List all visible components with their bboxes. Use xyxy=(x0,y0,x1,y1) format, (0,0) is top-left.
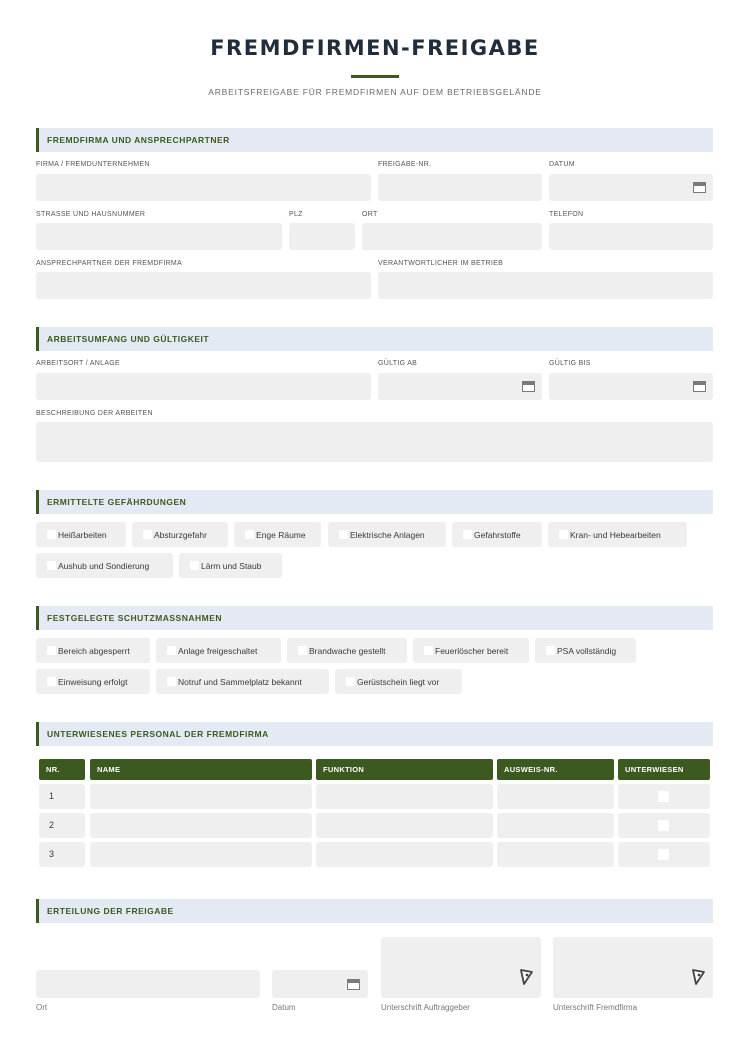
hazard-checkbox[interactable] xyxy=(36,522,126,547)
row-number-text: 3 xyxy=(49,849,55,859)
ort-input[interactable] xyxy=(362,223,542,250)
hazard-checkbox[interactable] xyxy=(179,553,282,578)
hazard-checkbox[interactable] xyxy=(36,553,173,578)
telefon-input[interactable] xyxy=(549,223,713,250)
measure-label: Gerüstschein liegt vor xyxy=(357,677,440,687)
hazard-label: Kran- und Hebearbeiten xyxy=(570,530,661,540)
hazard-label: Lärm und Staub xyxy=(201,561,262,571)
measure-label: Feuerlöscher bereit xyxy=(435,646,509,656)
measure-checkbox[interactable] xyxy=(413,638,529,663)
pen-icon xyxy=(691,968,707,986)
section-title: ERTEILUNG DER FREIGABE xyxy=(47,906,174,916)
row-number xyxy=(39,784,85,809)
checkbox-box[interactable] xyxy=(47,561,56,570)
name-cell[interactable] xyxy=(90,842,312,867)
column-header-label: NAME xyxy=(97,765,121,774)
ort-signature-input[interactable] xyxy=(36,970,260,998)
ansprechpartner-label: ANSPRECHPARTNER DER FREMDFIRMA xyxy=(36,260,183,267)
datum-input[interactable] xyxy=(549,174,713,201)
hazard-checkbox[interactable] xyxy=(548,522,687,547)
measure-checkbox[interactable] xyxy=(156,669,329,694)
checkbox-box[interactable] xyxy=(167,646,176,655)
page-subtitle: ARBEITSFREIGABE FÜR FREMDFIRMEN AUF DEM BETRIEBSGELÄNDE xyxy=(208,87,542,97)
section-header-scope xyxy=(36,327,713,351)
unterwiesen-checkbox[interactable] xyxy=(658,791,669,802)
column-header-ausweis xyxy=(497,759,614,780)
gueltig-bis-input[interactable] xyxy=(549,373,713,400)
checkbox-box[interactable] xyxy=(47,646,56,655)
measure-label: PSA vollständig xyxy=(557,646,617,656)
measure-label: Brandwache gestellt xyxy=(309,646,386,656)
gueltig-ab-label: GÜLTIG AB xyxy=(378,360,418,367)
measure-label: Anlage freigeschaltet xyxy=(178,646,258,656)
title-underline xyxy=(351,75,399,78)
firma-input[interactable] xyxy=(36,174,371,201)
checkbox-box[interactable] xyxy=(298,646,307,655)
section-title: UNTERWIESENES PERSONAL DER FREMDFIRMA xyxy=(47,729,269,739)
column-header-label: AUSWEIS-NR. xyxy=(504,765,558,774)
calendar-icon[interactable] xyxy=(693,381,706,392)
column-header-unterwiesen xyxy=(618,759,710,780)
row-number xyxy=(39,813,85,838)
section-header-company xyxy=(36,128,713,152)
hazard-checkbox[interactable] xyxy=(328,522,446,547)
ausweis-cell[interactable] xyxy=(497,842,614,867)
column-header-name xyxy=(90,759,312,780)
beschreibung-label: BESCHREIBUNG DER ARBEITEN xyxy=(36,410,153,417)
hazard-checkbox[interactable] xyxy=(452,522,542,547)
page-title: FREMDFIRMEN-FREIGABE xyxy=(210,36,540,60)
unterwiesen-checkbox[interactable] xyxy=(658,820,669,831)
measure-label: Bereich abgesperrt xyxy=(58,646,130,656)
datum-caption: Datum xyxy=(272,1003,296,1012)
checkbox-box[interactable] xyxy=(339,530,348,539)
gueltig-ab-input[interactable] xyxy=(378,373,542,400)
unterwiesen-checkbox[interactable] xyxy=(658,849,669,860)
strasse-label: STRASSE UND HAUSNUMMER xyxy=(36,211,146,218)
section-title: ARBEITSUMFANG UND GÜLTIGKEIT xyxy=(47,334,210,344)
signature-contractor-field[interactable] xyxy=(553,937,713,998)
arbeitsort-label: ARBEITSORT / ANLAGE xyxy=(36,360,121,367)
measure-label: Notruf und Sammelplatz bekannt xyxy=(178,677,302,687)
hazard-checkbox[interactable] xyxy=(132,522,228,547)
hazard-label: Aushub und Sondierung xyxy=(58,561,150,571)
name-cell[interactable] xyxy=(90,813,312,838)
measure-checkbox[interactable] xyxy=(335,669,462,694)
unterwiesen-cell xyxy=(618,813,710,838)
unterwiesen-cell xyxy=(618,842,710,867)
arbeitsort-input[interactable] xyxy=(36,373,371,400)
section-title: ERMITTELTE GEFÄHRDUNGEN xyxy=(47,497,187,507)
section-title: FESTGELEGTE SCHUTZMASSNAHMEN xyxy=(47,613,223,623)
column-header-label: FUNKTION xyxy=(323,765,365,774)
checkbox-box[interactable] xyxy=(47,530,56,539)
row-number xyxy=(39,842,85,867)
checkbox-box[interactable] xyxy=(245,530,254,539)
verantwortlicher-label: VERANTWORTLICHER IM BETRIEB xyxy=(378,260,504,267)
telefon-label: TELEFON xyxy=(549,211,584,218)
measure-checkbox[interactable] xyxy=(156,638,281,663)
checkbox-box[interactable] xyxy=(546,646,555,655)
row-number-text: 2 xyxy=(49,820,55,830)
signature-client-field[interactable] xyxy=(381,937,541,998)
beschreibung-textarea[interactable] xyxy=(36,422,713,462)
section-header-hazards xyxy=(36,490,713,514)
datum-signature-input[interactable] xyxy=(272,970,368,998)
freigabe-nr-input[interactable] xyxy=(378,174,542,201)
hazard-label: Enge Räume xyxy=(256,530,306,540)
calendar-icon[interactable] xyxy=(347,979,360,990)
hazard-label: Gefahrstoffe xyxy=(474,530,521,540)
unterwiesen-cell xyxy=(618,784,710,809)
column-header-funktion xyxy=(316,759,493,780)
checkbox-box[interactable] xyxy=(559,530,568,539)
checkbox-box[interactable] xyxy=(346,677,355,686)
checkbox-box[interactable] xyxy=(47,677,56,686)
ort-caption: Ort xyxy=(36,1003,48,1012)
signature-contractor-caption: Unterschrift Fremdfirma xyxy=(553,1003,638,1012)
datum-label: DATUM xyxy=(549,161,575,168)
signature-client-caption: Unterschrift Auftraggeber xyxy=(381,1003,470,1012)
column-header-nr xyxy=(39,759,85,780)
checkbox-box[interactable] xyxy=(424,646,433,655)
plz-label: PLZ xyxy=(289,211,303,218)
calendar-icon[interactable] xyxy=(522,381,535,392)
hazard-label: Heißarbeiten xyxy=(58,530,107,540)
firma-label: FIRMA / FREMDUNTERNEHMEN xyxy=(36,161,150,168)
name-cell[interactable] xyxy=(90,784,312,809)
verantwortlicher-input[interactable] xyxy=(378,272,713,299)
funktion-cell[interactable] xyxy=(316,842,493,867)
measure-checkbox[interactable] xyxy=(535,638,636,663)
ausweis-cell[interactable] xyxy=(497,784,614,809)
pen-icon xyxy=(519,968,535,986)
plz-input[interactable] xyxy=(289,223,355,250)
checkbox-box[interactable] xyxy=(143,530,152,539)
section-header-approval xyxy=(36,899,713,923)
funktion-cell[interactable] xyxy=(316,784,493,809)
row-number-text: 1 xyxy=(49,791,55,801)
column-header-label: UNTERWIESEN xyxy=(625,765,684,774)
section-title: FREMDFIRMA UND ANSPRECHPARTNER xyxy=(47,135,230,145)
section-header-measures xyxy=(36,606,713,630)
freigabe-nr-label: FREIGABE-NR. xyxy=(378,161,432,168)
section-header-personnel xyxy=(36,722,713,746)
strasse-input[interactable] xyxy=(36,223,282,250)
measure-checkbox[interactable] xyxy=(287,638,407,663)
ansprechpartner-input[interactable] xyxy=(36,272,371,299)
ort-label: ORT xyxy=(362,211,378,218)
checkbox-box[interactable] xyxy=(463,530,472,539)
hazard-label: Absturzgefahr xyxy=(154,530,207,540)
measure-label: Einweisung erfolgt xyxy=(58,677,128,687)
checkbox-box[interactable] xyxy=(167,677,176,686)
hazard-checkbox[interactable] xyxy=(234,522,321,547)
gueltig-bis-label: GÜLTIG BIS xyxy=(549,360,591,367)
ausweis-cell[interactable] xyxy=(497,813,614,838)
column-header-label: NR. xyxy=(46,765,60,774)
funktion-cell[interactable] xyxy=(316,813,493,838)
measure-checkbox[interactable] xyxy=(36,669,150,694)
hazard-label: Elektrische Anlagen xyxy=(350,530,425,540)
checkbox-box[interactable] xyxy=(190,561,199,570)
calendar-icon[interactable] xyxy=(693,182,706,193)
measure-checkbox[interactable] xyxy=(36,638,150,663)
